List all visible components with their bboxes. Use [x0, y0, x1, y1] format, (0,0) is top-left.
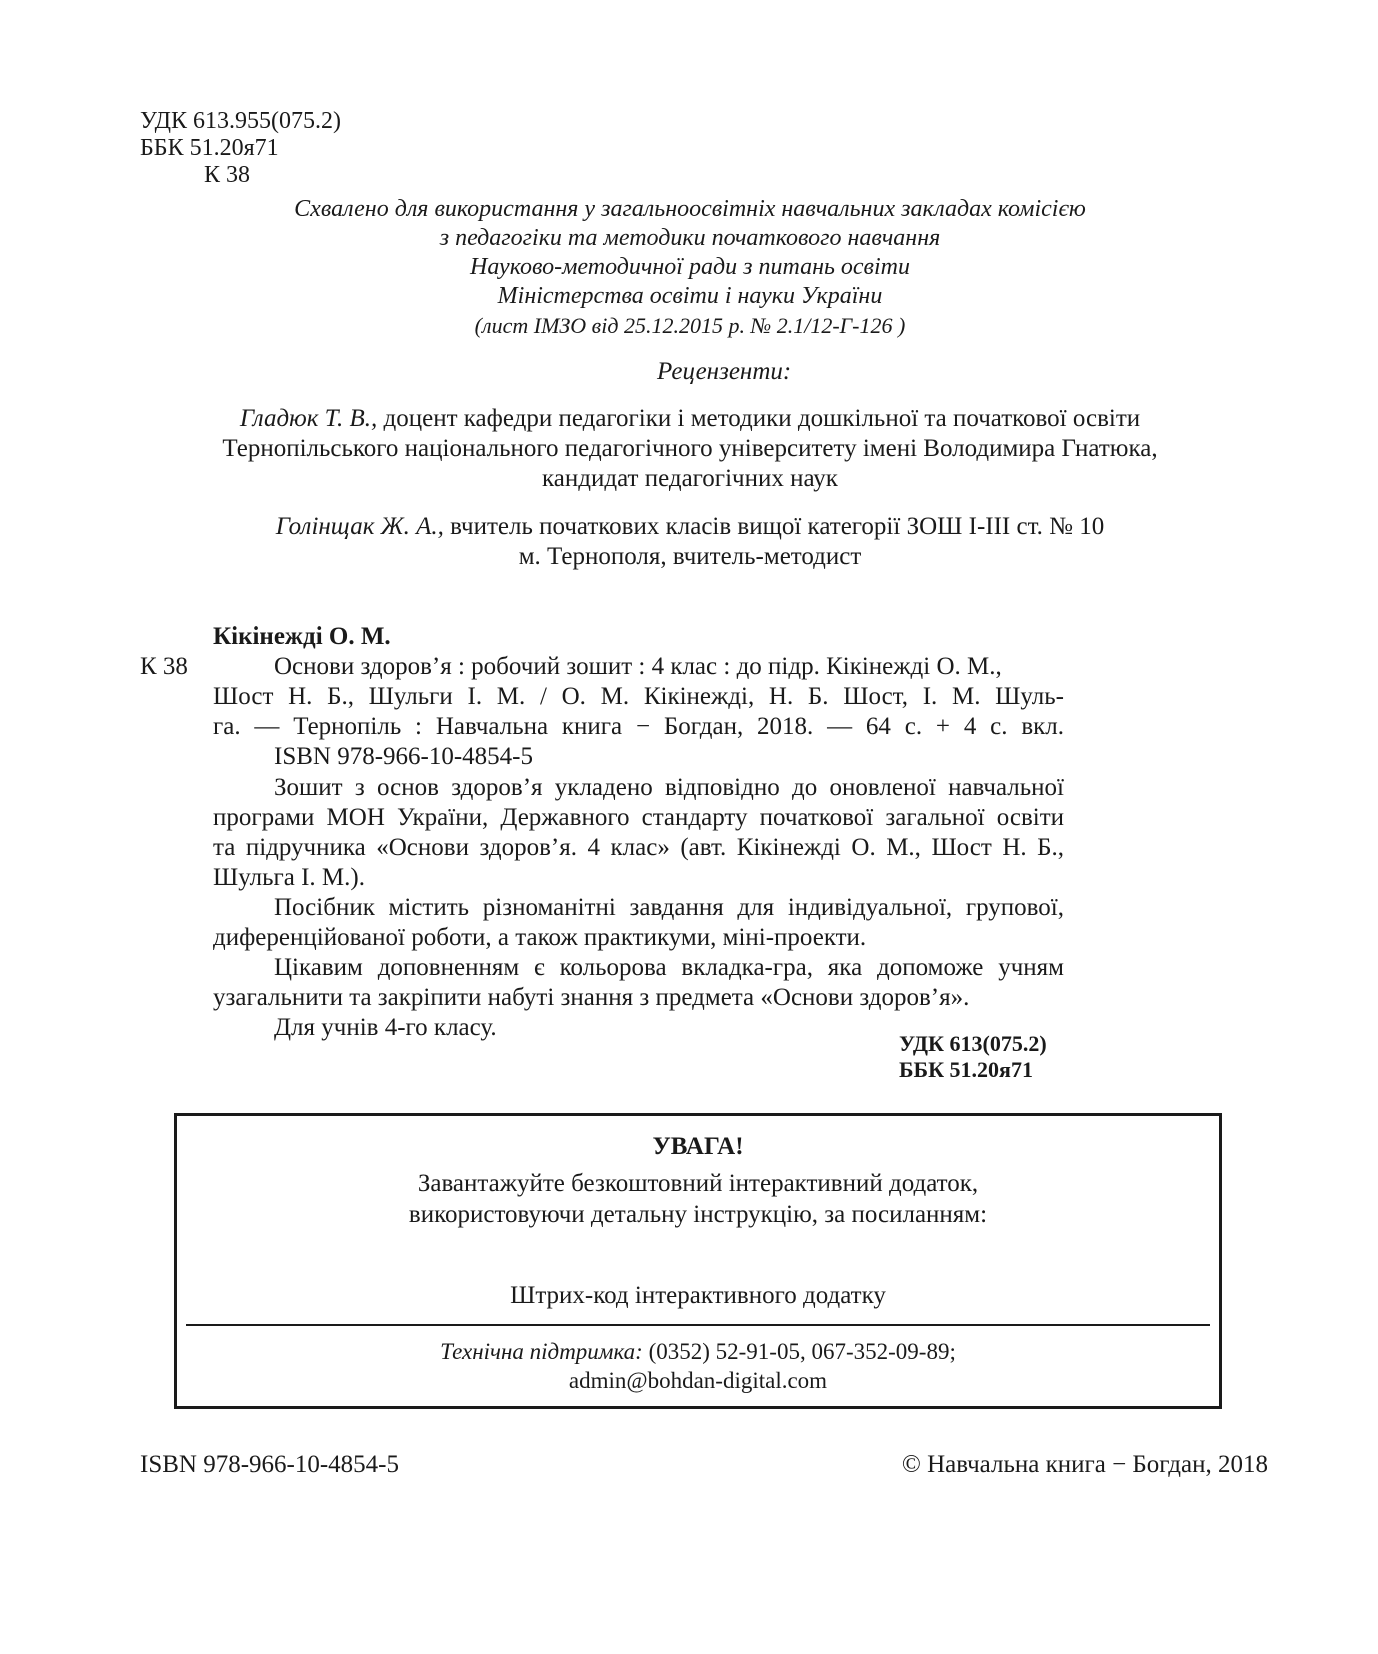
approval-line: з педагогіки та методики початкового навчання: [439, 225, 941, 251]
catalog-author: Кікінежді О. М.: [213, 623, 391, 650]
approval-line: Науково-методичної ради з питань освіти: [470, 254, 910, 280]
reviewer-position: доцент кафедри педагогіки і методики дошкільної та початкової освіти: [377, 405, 1141, 432]
annotation-line: Цікавим доповненням є кольорова вкладка-гра, яка допоможе учням: [274, 954, 1064, 981]
udk-code: УДК 613.955(075.2): [140, 108, 341, 134]
reviewer-affiliation: Тернопільського національного педагогічного університету імені Володимира Гнатюка,: [222, 435, 1158, 462]
notice-divider: [186, 1324, 1210, 1326]
approval-line: (лист ІМЗО від 25.12.2015 р. № 2.1/12-Г-126 ): [474, 313, 906, 338]
footer-isbn: ISBN 978-966-10-4854-5: [140, 1451, 400, 1478]
annotation-line: Для учнів 4-го класу.: [274, 1014, 497, 1041]
reviewers-heading: Рецензенти:: [657, 358, 792, 385]
reviewer-degree: кандидат педагогічних наук: [542, 465, 838, 492]
support-email[interactable]: admin@bohdan-digital.com: [568, 1368, 828, 1393]
approval-line: Міністерства освіти і науки України: [497, 283, 883, 309]
annotation-line: та підручника «Основи здоров’я. 4 клас» (авт. Кікінежді О. М., Шост Н. Б.,: [213, 834, 1064, 861]
footer-copyright: © Навчальна книга − Богдан, 2018: [901, 1451, 1268, 1478]
reviewer-line: [120, 512, 1260, 542]
support-label: Технічна підтримка:: [440, 1339, 643, 1364]
barcode-label: Штрих-код інтерактивного додатку: [510, 1282, 886, 1309]
catalog-description: [213, 682, 1064, 742]
catalog-mark: К 38: [140, 653, 188, 680]
annotation-line: Посібник містить різноманітні завдання для індивідуальної, групової,: [274, 894, 1064, 921]
support-phones: (0352) 52-91-05, 067-352-09-89;: [642, 1339, 956, 1364]
author-mark: К 38: [204, 162, 251, 188]
notice-box: [174, 1113, 1222, 1409]
catalog-isbn: ISBN 978-966-10-4854-5: [274, 743, 534, 770]
catalog-annotation: [213, 773, 1064, 1043]
reviewer-entry: [120, 404, 1260, 494]
catalog-line: Основи здоров’я : робочий зошит : 4 клас : до підр. Кікінежді О. М.,: [274, 653, 1002, 680]
reviewer-name: Гладюк Т. В.,: [239, 405, 378, 432]
catalog-bbk: ББК 51.20я71: [899, 1057, 1033, 1082]
support-line: [177, 1338, 1219, 1366]
reviewer-position: вчитель початкових класів вищої категорії ЗОШ І-ІІІ ст. № 10: [443, 513, 1105, 540]
notice-line: Завантажуйте безкоштовний інтерактивний додаток,: [417, 1170, 979, 1197]
catalog-line: га. — Тернопіль : Навчальна книга − Богдан, 2018. — 64 с. + 4 с. вкл.: [213, 713, 1064, 740]
annotation-line: Шульга І. М.).: [213, 864, 365, 891]
reviewer-affiliation: м. Тернополя, вчитель-методист: [518, 543, 862, 570]
catalog-udk: УДК 613(075.2): [899, 1031, 1047, 1056]
reviewer-name: Голінщак Ж. А.,: [275, 513, 444, 540]
notice-title: УВАГА!: [652, 1133, 744, 1160]
annotation-line: диференційованої роботи, а також практикуми, міні-проекти.: [213, 924, 867, 951]
catalog-description: [274, 652, 1064, 682]
annotation-line: узагальнити та закріпити набуті знання з предмета «Основи здоров’я».: [213, 984, 970, 1011]
notice-line: використовуючи детальну інструкцію, за посиланням:: [408, 1201, 988, 1228]
bbk-code: ББК 51.20я71: [140, 135, 279, 161]
annotation-line: програми МОН України, Державного стандарту початкової загальної освіти: [213, 804, 1064, 831]
approval-statement: [120, 195, 1260, 340]
catalog-line: Шост Н. Б., Шульги І. М. / О. М. Кікінежді, Н. Б. Шост, І. М. Шуль-: [213, 683, 1064, 710]
reviewer-entry: [120, 512, 1260, 572]
reviewer-line: [120, 404, 1260, 434]
annotation-line: Зошит з основ здоров’я укладено відповідно до оновленої навчальної: [274, 774, 1064, 801]
approval-line: Схвалено для використання у загальноосвітніх навчальних закладах комісією: [294, 196, 1086, 222]
